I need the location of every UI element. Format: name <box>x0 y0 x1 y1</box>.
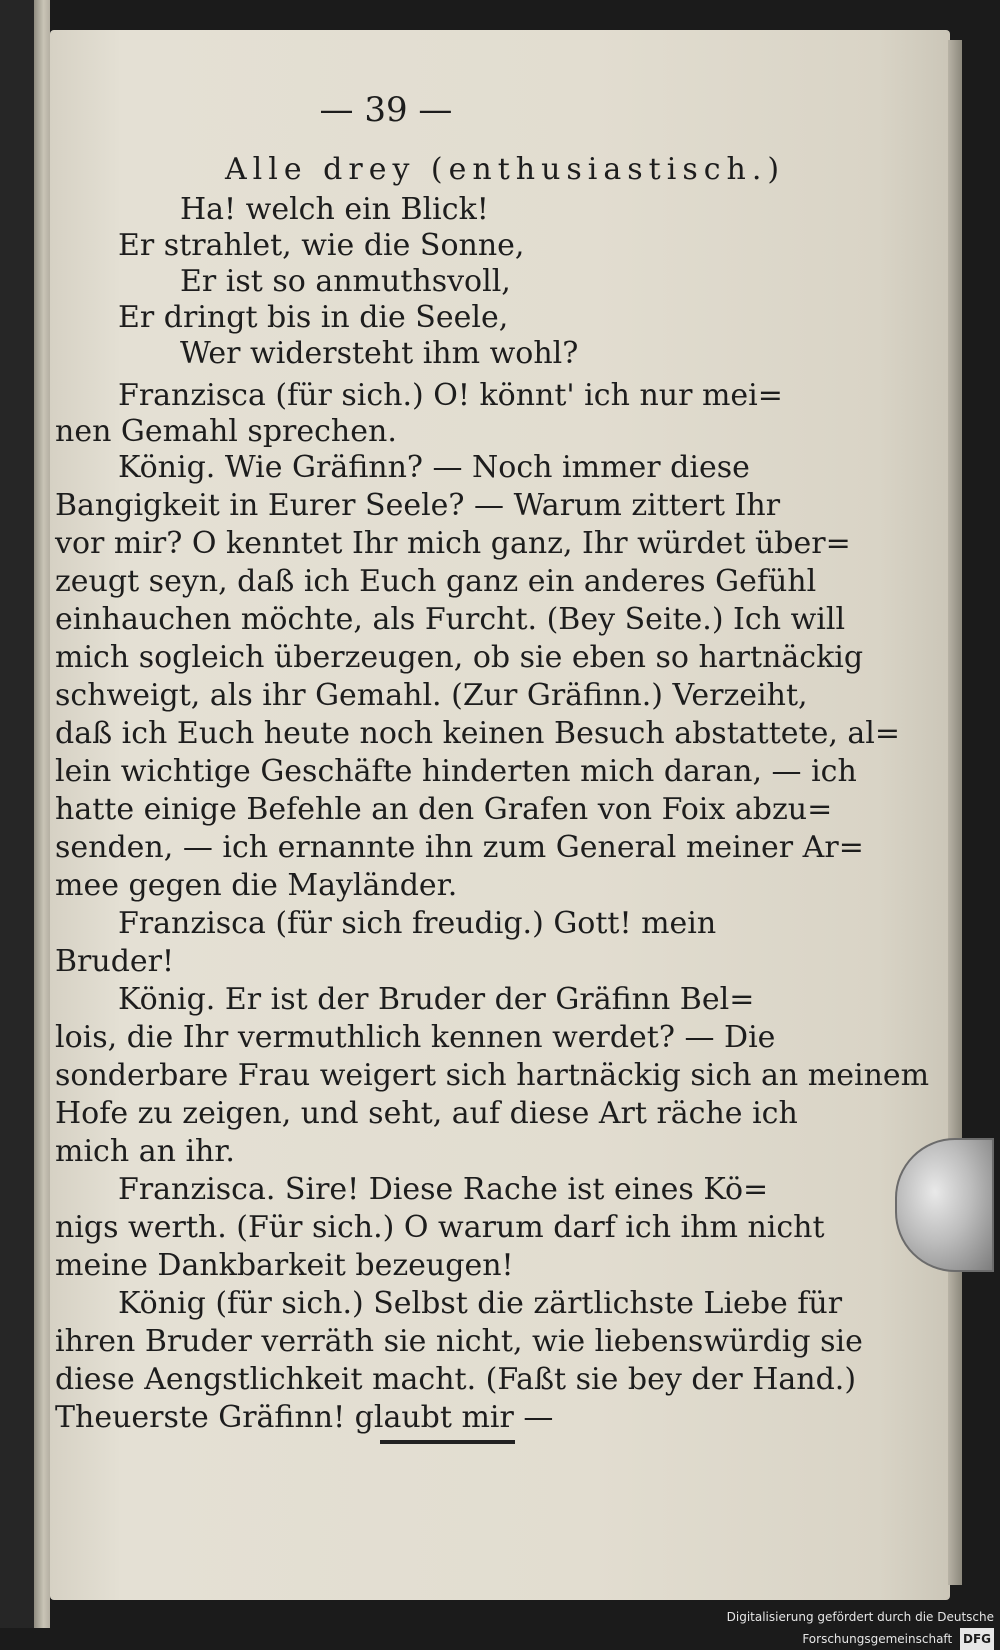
text-line: ihren Bruder verräth sie nicht, wie liebenswürdig sie <box>55 1324 863 1359</box>
text-line: schweigt, als ihr Gemahl. (Zur Gräfinn.) Verzeiht, <box>55 678 808 713</box>
text-line: meine Dankbarkeit bezeugen! <box>55 1248 514 1283</box>
text-line: König. Er ist der Bruder der Gräfinn Bel= <box>118 982 755 1017</box>
text-line: Hofe zu zeigen, und seht, auf diese Art räche ich <box>55 1096 798 1131</box>
text-line: vor mir? O kenntet Ihr mich ganz, Ihr würdet über= <box>55 526 851 561</box>
footer-text: Digitalisierung gefördert durch die Deutsche Forschungsgemeinschaft <box>726 1610 994 1646</box>
text-line: einhauchen möchte, als Furcht. (Bey Seite.) Ich will <box>55 602 846 637</box>
text-line: Franzisca. Sire! Diese Rache ist eines Kö= <box>118 1172 769 1207</box>
page-clip <box>895 1138 994 1272</box>
text-line: daß ich Euch heute noch keinen Besuch abstattete, al= <box>55 716 901 751</box>
text-line: zeugt seyn, daß ich Euch ganz ein anderes Gefühl <box>55 564 817 599</box>
text-line: Theuerste Gräfinn! glaubt mir — <box>55 1400 554 1435</box>
text-line: Er dringt bis in die Seele, <box>118 300 509 335</box>
text-line: Franzisca (für sich freudig.) Gott! mein <box>118 906 717 941</box>
text-line: Alle drey (enthusiastisch.) <box>225 152 786 187</box>
end-rule <box>380 1440 515 1444</box>
text-line: König. Wie Gräfinn? — Noch immer diese <box>118 450 750 485</box>
text-line: mich sogleich überzeugen, ob sie eben so hartnäckig <box>55 640 864 675</box>
text-line: lein wichtige Geschäfte hinderten mich daran, — ich <box>55 754 857 789</box>
text-line: senden, — ich ernannte ihn zum General meiner Ar= <box>55 830 864 865</box>
text-line: diese Aengstlichkeit macht. (Faßt sie bey der Hand.) <box>55 1362 857 1397</box>
footer-bar <box>600 1606 1000 1646</box>
text-line: sonderbare Frau weigert sich hartnäckig sich an meinem <box>55 1058 930 1093</box>
dfg-logo: DFG <box>960 1628 994 1650</box>
text-line: hatte einige Befehle an den Grafen von Foix abzu= <box>55 792 833 827</box>
text-line: nen Gemahl sprechen. <box>55 414 397 449</box>
text-line: lois, die Ihr vermuthlich kennen werdet? — Die <box>55 1020 776 1055</box>
text-line: mee gegen die Mayländer. <box>55 868 458 903</box>
text-line: Bruder! <box>55 944 175 979</box>
text-line: König (für sich.) Selbst die zärtlichste Liebe für <box>118 1286 843 1321</box>
text-line: mich an ihr. <box>55 1134 235 1169</box>
text-line: Er ist so anmuthsvoll, <box>180 264 511 299</box>
text-line: Ha! welch ein Blick! <box>180 192 489 227</box>
text-line: Wer widersteht ihm wohl? <box>180 336 579 371</box>
text-line: Er strahlet, wie die Sonne, <box>118 228 525 263</box>
text-line: Franzisca (für sich.) O! könnt' ich nur mei= <box>118 378 783 413</box>
text-line: Bangigkeit in Eurer Seele? — Warum zittert Ihr <box>55 488 781 523</box>
page-number: — 39 — <box>319 90 453 130</box>
text-line: nigs werth. (Für sich.) O warum darf ich ihm nicht <box>55 1210 825 1245</box>
